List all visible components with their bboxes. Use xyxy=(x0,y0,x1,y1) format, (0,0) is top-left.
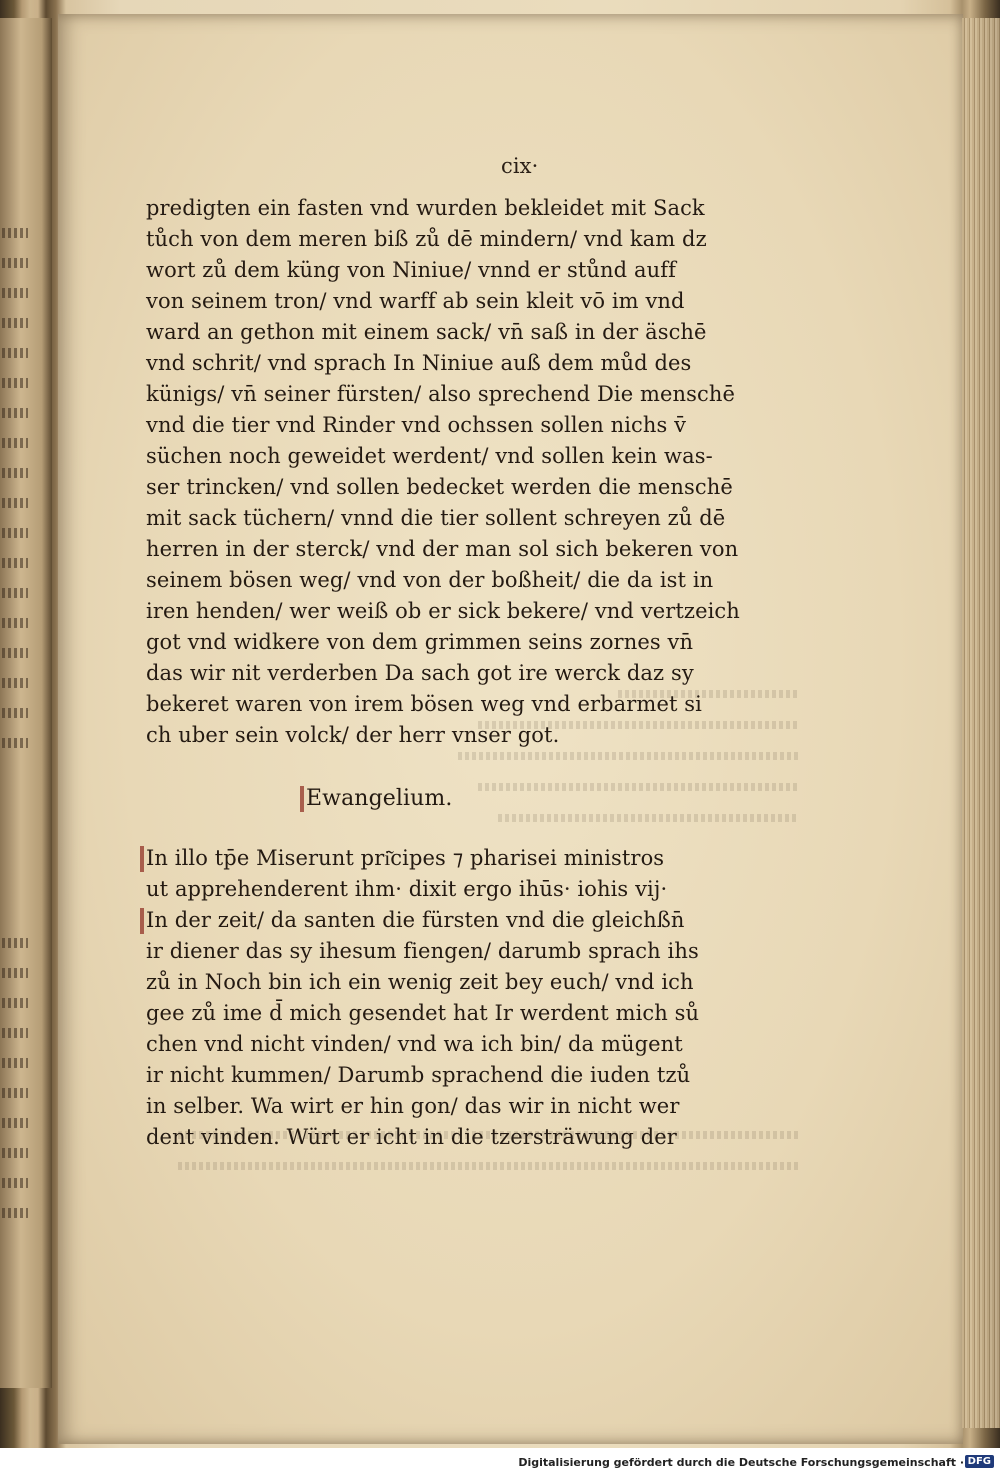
gospel-line: in selber. Wa wirt er hin gon/ das wir in nicht wer xyxy=(146,1094,680,1118)
gospel-line: In der zeit/ da santen die fürsten vnd die gleichßn̄ xyxy=(146,908,685,932)
body-line: von seinem tron/ vnd warff ab sein kleit vō im vnd xyxy=(146,289,685,313)
rubric-paragraph-mark xyxy=(140,908,144,934)
gospel-line: gee zů ime d̄ mich gesendet hat Ir werdent mich sů xyxy=(146,1001,700,1025)
body-line: bekeret waren von irem bösen weg vnd erbarmet si xyxy=(146,692,702,716)
body-line: vnd schrit/ vnd sprach In Niniue auß dem můd des xyxy=(146,351,692,375)
gospel-line: ir nicht kummen/ Darumb sprachend die iuden tzů xyxy=(146,1063,691,1087)
gospel-line: In illo tp̄e Miserunt pri͂cipes ⁊ pharisei ministros xyxy=(146,846,665,870)
footer-bar xyxy=(0,1448,1000,1478)
gospel-line: chen vnd nicht vinden/ vnd wa ich bin/ da mügent xyxy=(146,1032,683,1056)
body-line: süchen noch geweidet werdent/ vnd sollen kein was- xyxy=(146,444,713,468)
gospel-line: ir diener das sy ihesum fiengen/ darumb sprach ihs xyxy=(146,939,699,963)
folio-number: cix· xyxy=(501,154,539,178)
body-line: tůch von dem meren biß zů dē mindern/ vnd kam dz xyxy=(146,227,707,251)
body-line: das wir nit verderben Da sach got ire werck daz sy xyxy=(146,661,694,685)
body-line: künigs/ vn̄ seiner fürsten/ also sprechend Die menschē xyxy=(146,382,736,406)
page-fore-edge xyxy=(962,18,1000,1428)
rubric-paragraph-mark xyxy=(140,846,144,872)
body-line: iren henden/ wer weiß ob er sick bekere/ vnd vertzeich xyxy=(146,599,740,623)
body-line: seinem bösen weg/ vnd von der boßheit/ die da ist in xyxy=(146,568,714,592)
book-page xyxy=(58,14,963,1444)
section-heading: Ewangelium. xyxy=(306,786,453,811)
body-line: got vnd widkere von dem grimmen seins zornes vn̄ xyxy=(146,630,694,654)
dfg-logo-icon: DFG xyxy=(965,1455,994,1468)
body-line: vnd die tier vnd Rinder vnd ochssen sollen nichs v̄ xyxy=(146,413,687,437)
body-line: ch uber sein volck/ der herr vnser got. xyxy=(146,723,560,747)
body-line: ser trincken/ vnd sollen bedecket werden die menschē xyxy=(146,475,733,499)
body-line: mit sack tüchern/ vnnd die tier sollent schreyen zů dē xyxy=(146,506,726,530)
gospel-line: zů in Noch bin ich ein wenig zeit bey euch/ vnd ich xyxy=(146,970,694,994)
funding-credit: Digitalisierung gefördert durch die Deutsche Forschungsgemeinschaft · xyxy=(518,1456,964,1469)
body-line: herren in der sterck/ vnd der man sol sich bekeren von xyxy=(146,537,739,561)
body-line: wort zů dem küng von Niniue/ vnnd er stůnd auff xyxy=(146,258,676,282)
left-page-edge xyxy=(0,18,52,1388)
body-line: ward an gethon mit einem sack/ vn̄ saß in der äschē xyxy=(146,320,707,344)
body-line: predigten ein fasten vnd wurden bekleidet mit Sack xyxy=(146,196,705,220)
gospel-line: ut apprehenderent ihm· dixit ergo ihūs· iohis vij· xyxy=(146,877,668,901)
rubric-paragraph-mark xyxy=(300,786,304,812)
gospel-line: dent vinden. Würt er icht in die tzersträwung der xyxy=(146,1125,677,1149)
